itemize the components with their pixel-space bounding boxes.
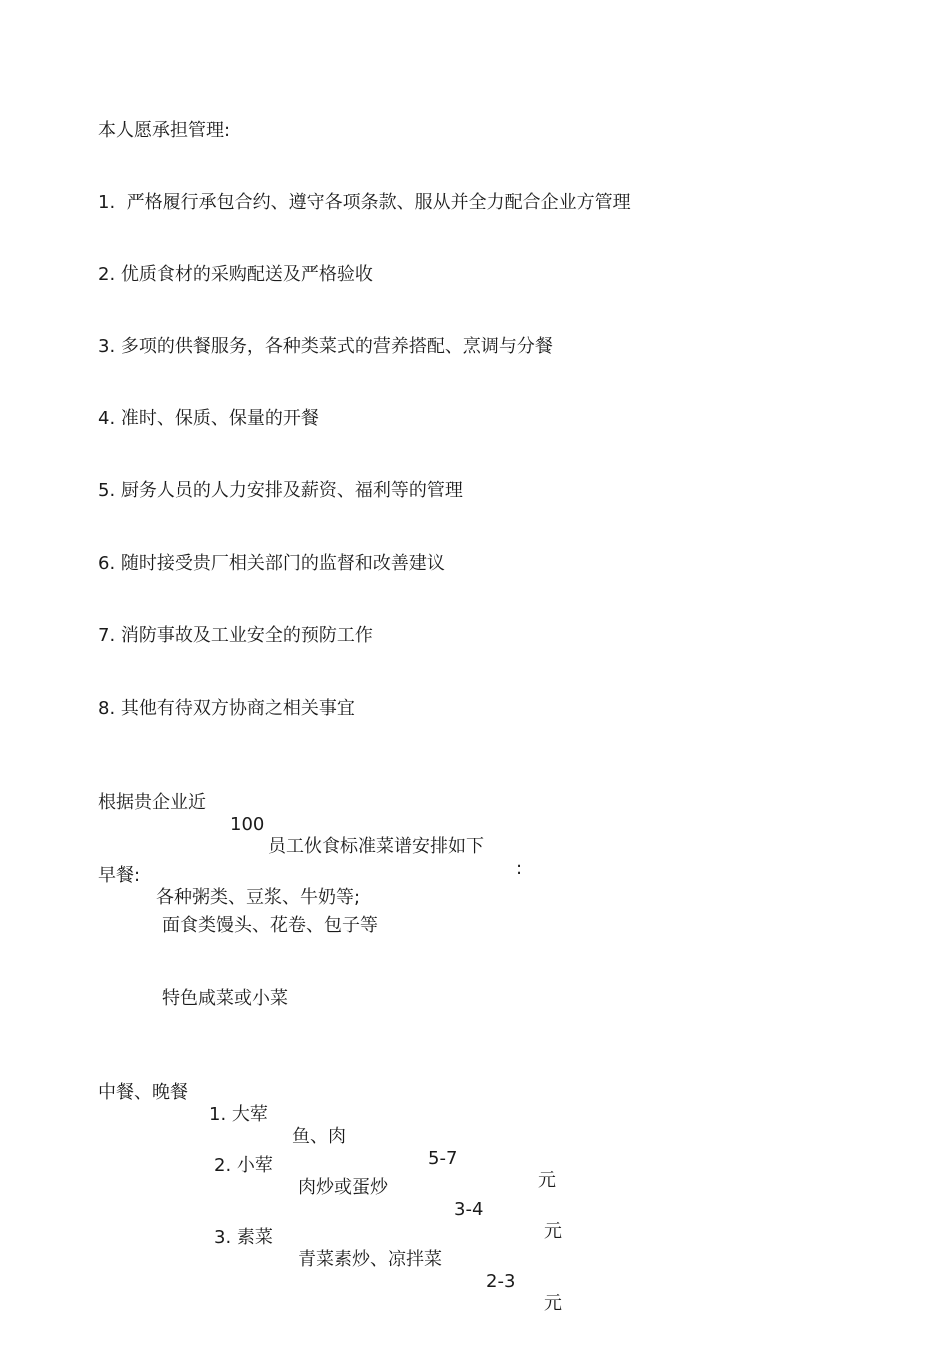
list-item: 2. 优质食材的采购配送及严格验收 [98,264,373,285]
breakfast-line-3: 特色咸菜或小菜 [162,988,288,1009]
dish-price-unit: 元 [538,1170,556,1191]
menu-intro-prefix: 根据贵企业近 [98,792,206,813]
menu-intro-suffix: 员工伙食标准菜谱安排如下 [268,836,484,857]
menu-intro-count: 100 [230,814,265,835]
breakfast-line-2: 面食类馒头、花卷、包子等 [162,915,378,936]
dish-price: 3-4 [454,1199,484,1220]
dish-number: 1. 大荤 [209,1104,268,1125]
list-item: 7. 消防事故及工业安全的预防工作 [98,625,373,646]
dish-number: 3. 素菜 [214,1227,273,1248]
list-item: 4. 准时、保质、保量的开餐 [98,408,319,429]
list-item: 1. 严格履行承包合约、遵守各项条款、服从并全力配合企业方管理 [98,192,631,213]
list-item: 8. 其他有待双方协商之相关事宜 [98,698,355,719]
menu-intro-colon: : [516,858,523,879]
breakfast-line-1: 各种粥类、豆浆、牛奶等; [156,887,361,908]
meal-row-3 [98,1205,568,1314]
breakfast-label: 早餐: [98,865,141,886]
dish-price-unit: 元 [544,1293,562,1314]
dish-price: 2-3 [486,1271,516,1292]
breakfast-row [98,843,418,908]
dish-price-unit: 元 [544,1221,562,1242]
list-item: 3. 多项的供餐服务，各种类菜式的营养搭配、烹调与分餐 [98,336,553,357]
list-item: 6. 随时接受贵厂相关部门的监督和改善建议 [98,553,445,574]
list-item: 5. 厨务人员的人力安排及薪资、福利等的管理 [98,480,463,501]
lunch-dinner-label: 中餐、晚餐 [98,1082,188,1103]
dish-description: 青菜素炒、凉拌菜 [298,1249,442,1270]
dish-number: 2. 小荤 [214,1155,273,1176]
dish-description: 肉炒或蛋炒 [298,1177,388,1198]
dish-description: 鱼、肉 [292,1126,346,1147]
intro-text: 本人愿承担管理: [98,120,231,141]
dish-price: 5-7 [428,1148,458,1169]
